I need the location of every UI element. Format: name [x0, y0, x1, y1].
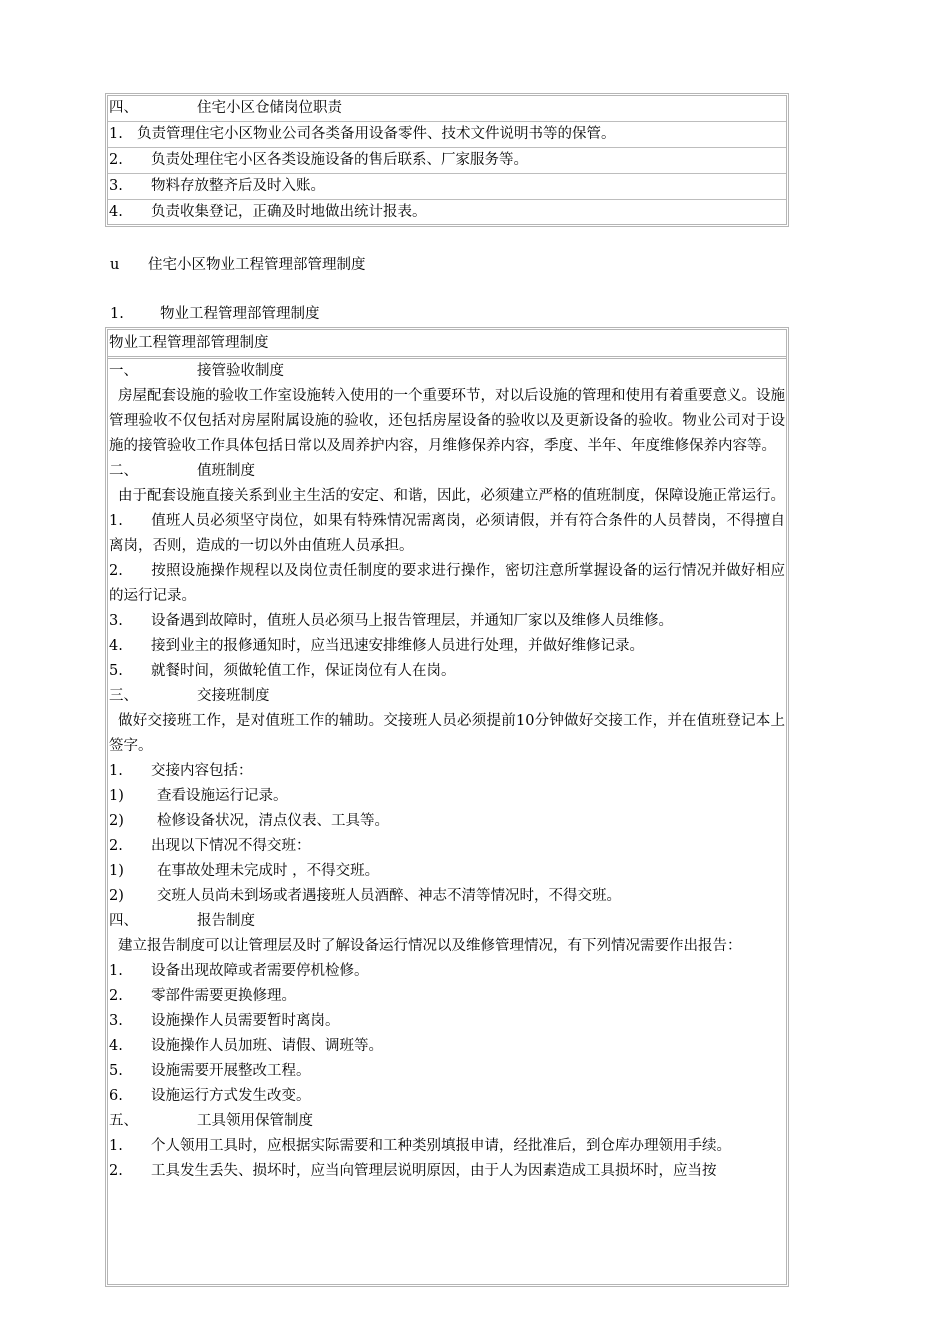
item-text: 设施操作人员加班、请假、调班等。 [151, 1038, 383, 1054]
section-title: 工具领用保管制度 [197, 1113, 313, 1129]
item-text: 负责处理住宅小区各类设施设备的售后联系、厂家服务等。 [151, 152, 528, 168]
section-number: 三、 [109, 688, 138, 704]
list-item [108, 148, 786, 174]
section-number: 五、 [109, 1113, 138, 1129]
list-item [108, 634, 786, 659]
list-item [108, 1084, 786, 1109]
table-title: 物业工程管理部管理制度 [108, 330, 786, 359]
sub-heading-text: 物业工程管理部管理制度 [160, 306, 320, 322]
list-item [108, 200, 786, 225]
sub-list-item [108, 784, 786, 809]
section-heading [108, 1109, 786, 1134]
list-item [108, 1159, 786, 1184]
item-number: 5. [109, 1063, 123, 1079]
list-item [108, 1134, 786, 1159]
sub-list-item [108, 859, 786, 884]
paragraph: 由于配套设施直接关系到业主生活的安定、和谐，因此，必须建立严格的值班制度，保障设施正常运行。 [118, 488, 785, 504]
section-number: 四、 [109, 100, 138, 116]
item-number: 4. [109, 204, 123, 220]
item-text: 设备出现故障或者需要停机检修。 [151, 963, 369, 979]
item-text: 设施操作人员需要暂时离岗。 [151, 1013, 340, 1029]
section-title: 值班制度 [197, 463, 255, 479]
item-number: 1. [109, 513, 123, 529]
paragraph: 房屋配套设施的验收工作室设施转入使用的一个重要环节，对以后设施的管理和使用有着重要意义。设施管理验收不仅包括对房屋附属设施的验收，还包括房屋设备的验收以及更新设备的验收。物业公司对于设施的接管验收工作具体包括日常以及周养护内容，月维修保养内容，季度、半年、年度维修保养内容等。 [109, 388, 785, 454]
section-heading [108, 909, 786, 934]
item-text: 设施运行方式发生改变。 [151, 1088, 311, 1104]
list-item [108, 1034, 786, 1059]
item-number: 5. [109, 663, 123, 679]
item-number: 2. [109, 1163, 123, 1179]
paragraph: 建立报告制度可以让管理层及时了解设备运行情况以及维修管理情况，有下列情况需要作出报告： [118, 938, 742, 954]
bullet-marker: u [110, 257, 120, 273]
list-item [108, 984, 786, 1009]
list-item [108, 509, 786, 559]
item-number: 3. [109, 178, 123, 194]
sub-item-text: 查看设施运行记录。 [157, 788, 288, 804]
item-text: 就餐时间，须做轮值工作，保证岗位有人在岗。 [151, 663, 456, 679]
item-number: 2. [109, 838, 123, 854]
section-heading [108, 96, 786, 122]
item-number: 1. [109, 763, 123, 779]
management-system-table [105, 327, 789, 1287]
item-number: 4. [109, 638, 123, 654]
item-number: 2. [109, 152, 123, 168]
paragraph: 做好交接班工作，是对值班工作的辅助。交接班人员必须提前10分钟做好交接工作，并在值班登记本上签字。 [109, 713, 785, 754]
section-heading [108, 684, 786, 709]
list-item [108, 1009, 786, 1034]
list-item [108, 1059, 786, 1084]
section-number: 一、 [109, 363, 138, 379]
item-text: 个人领用工具时，应根据实际需要和工种类别填报申请，经批准后，到仓库办理领用手续。 [151, 1138, 731, 1154]
item-number: 4. [109, 1038, 123, 1054]
section-heading [108, 459, 786, 484]
list-item [108, 122, 786, 148]
sub-item-number: 1) [109, 788, 124, 804]
sub-item-number: 1) [109, 863, 124, 879]
section-number: 二、 [109, 463, 138, 479]
bullet-heading-text: 住宅小区物业工程管理部管理制度 [148, 257, 366, 273]
section-heading [108, 359, 786, 384]
item-text: 工具发生丢失、损坏时，应当向管理层说明原因，由于人为因素造成工具损坏时，应当按 [151, 1163, 717, 1179]
item-text: 值班人员必须坚守岗位，如果有特殊情况需离岗，必须请假，并有符合条件的人员替岗，不得擅自离岗，否则，造成的一切以外由值班人员承担。 [109, 513, 785, 554]
item-number: 2. [109, 563, 123, 579]
item-text: 零部件需要更换修理。 [151, 988, 296, 1004]
list-item [108, 174, 786, 200]
item-number: 1. [109, 963, 123, 979]
item-text: 交接内容包括： [151, 763, 253, 779]
item-text: 按照设施操作规程以及岗位责任制度的要求进行操作，密切注意所掌握设备的运行情况并做好相应的运行记录。 [109, 563, 785, 604]
item-text: 负责收集登记，正确及时地做出统计报表。 [151, 204, 427, 220]
sub-item-number: 2) [109, 813, 124, 829]
list-item [108, 959, 786, 984]
sub-item-number: 2) [109, 888, 124, 904]
list-item [108, 759, 786, 784]
sub-list-item [108, 809, 786, 834]
warehouse-duties-table [105, 93, 789, 227]
section-number: 四、 [109, 913, 138, 929]
section-title: 交接班制度 [197, 688, 270, 704]
item-number: 2. [109, 988, 123, 1004]
item-text: 出现以下情况不得交班： [151, 838, 311, 854]
section-title: 报告制度 [197, 913, 255, 929]
item-number: 3. [109, 1013, 123, 1029]
sub-list-item [108, 884, 786, 909]
item-number: 1. [109, 1138, 123, 1154]
list-item [108, 834, 786, 859]
item-text: 物料存放整齐后及时入账。 [151, 178, 325, 194]
item-text: 接到业主的报修通知时，应当迅速安排维修人员进行处理，并做好维修记录。 [151, 638, 644, 654]
item-text: 设备遇到故障时，值班人员必须马上报告管理层，并通知厂家以及维修人员维修。 [151, 613, 673, 629]
section-title: 住宅小区仓储岗位职责 [197, 100, 342, 116]
sub-item-text: 检修设备状况，清点仪表、工具等。 [157, 813, 389, 829]
sub-heading [110, 302, 320, 327]
sub-heading-number: 1. [110, 306, 124, 322]
item-text: 设施需要开展整改工程。 [151, 1063, 311, 1079]
item-number: 1. [109, 126, 123, 142]
bullet-heading [110, 253, 366, 278]
list-item [108, 659, 786, 684]
item-text: 负责管理住宅小区物业公司各类备用设备零件、技术文件说明书等的保管。 [137, 126, 616, 142]
list-item [108, 609, 786, 634]
sub-item-text: 在事故处理未完成时 ，不得交班。 [157, 863, 380, 879]
list-item [108, 559, 786, 609]
item-number: 6. [109, 1088, 123, 1104]
item-number: 3. [109, 613, 123, 629]
section-title: 接管验收制度 [197, 363, 284, 379]
sub-item-text: 交班人员尚未到场或者遇接班人员酒醉、神志不清等情况时，不得交班。 [157, 888, 621, 904]
